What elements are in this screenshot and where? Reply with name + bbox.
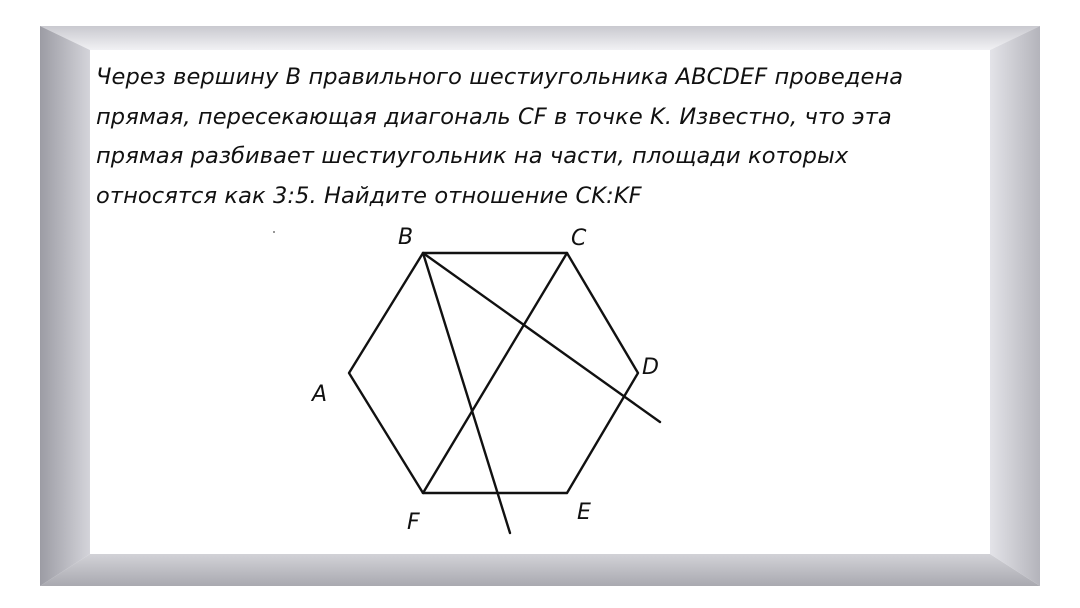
line-through-b-to-bottom [423,253,510,533]
vertex-label-b: B [398,225,414,250]
problem-line-4: относятся как 3:5. Найдите отношение CK:KF [96,182,642,209]
problem-line-1: Через вершину B правильного шестиугольника ABCDEF проведена [96,64,904,90]
vertex-label-d: D [642,355,659,380]
dot-mark [273,231,275,233]
diagonal-cf [423,253,567,493]
problem-line-3: прямая разбивает шестиугольник на части, площади которых [96,143,849,169]
hexagon-abcdef [349,253,638,493]
vertex-label-e: E [577,500,591,525]
problem-line-2: прямая, пересекающая диагональ CF в точке K. Известно, что эта [96,103,892,130]
line-through-b-to-right [423,253,660,422]
vertex-label-c: C [571,226,587,251]
vertex-label-f: F [407,510,420,535]
vertex-label-a: A [312,382,328,407]
